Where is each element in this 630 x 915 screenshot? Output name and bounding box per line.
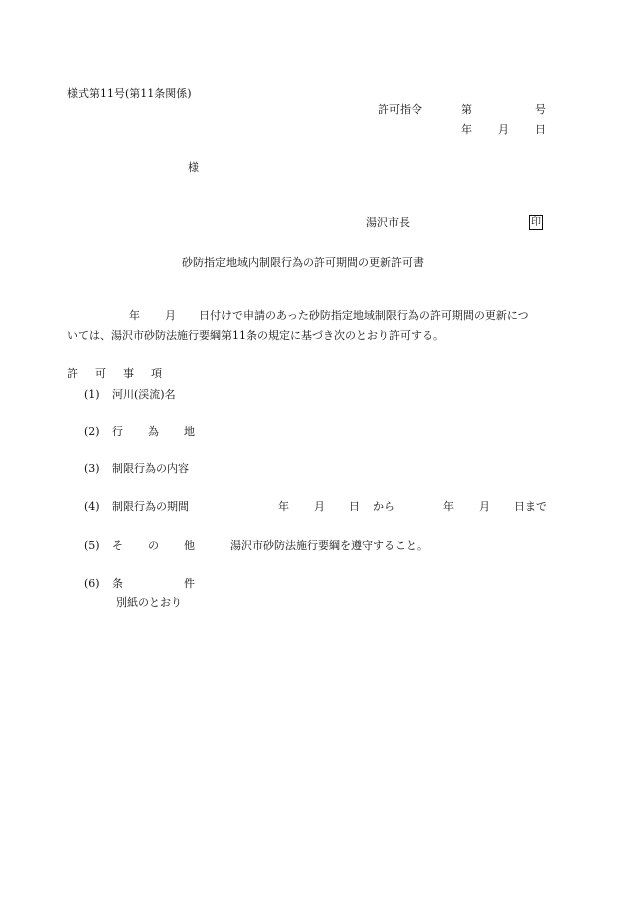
- period-from-year: 年: [278, 500, 289, 513]
- item-label: 制限行為の期間: [112, 500, 189, 513]
- seal-mark: 印: [531, 217, 541, 228]
- item-label: 河川(渓流)名: [112, 388, 176, 401]
- item-number: (3): [84, 462, 100, 475]
- item-number: (5): [84, 539, 100, 552]
- item-label-char: 為: [148, 425, 159, 438]
- period-to-month: 月: [479, 500, 490, 513]
- item-number: (4): [84, 500, 100, 513]
- addressee-honorific: 様: [188, 161, 199, 174]
- permit-number-suffix: 号: [535, 103, 546, 116]
- item-label-char: 件: [184, 577, 195, 590]
- body-line-2: いては、湯沢市砂防法施行要綱第11条の規定に基づき次のとおり許可する。: [67, 329, 444, 342]
- item-number: (1): [84, 388, 100, 401]
- item-label-char: 地: [184, 425, 195, 438]
- body-month: 月: [165, 309, 176, 322]
- form-number-label: 様式第11号(第11条関係): [67, 87, 192, 100]
- item-number: (2): [84, 425, 100, 438]
- heading-char: 許: [67, 367, 78, 380]
- period-to-day: 日まで: [514, 500, 547, 513]
- body-line-1: 日付けで申請のあった砂防指定地域制限行為の許可期間の更新につ: [199, 309, 529, 322]
- item-number: (6): [84, 577, 100, 590]
- item-value: 湯沢市砂防法施行要綱を遵守すること。: [230, 539, 428, 552]
- permit-date-year: 年: [461, 123, 472, 136]
- period-from-day: 日: [349, 500, 360, 513]
- permit-date-day: 日: [535, 123, 546, 136]
- body-year: 年: [129, 309, 140, 322]
- permit-command-label: 許可指令: [378, 103, 422, 116]
- item-value: 別紙のとおり: [116, 596, 182, 609]
- item-label-char: 条: [112, 577, 123, 590]
- issuer-title: 湯沢市長: [366, 216, 410, 229]
- permit-number-prefix: 第: [461, 103, 472, 116]
- item-label-char: 行: [112, 425, 123, 438]
- period-from-word: から: [373, 500, 395, 513]
- permit-date-month: 月: [498, 123, 509, 136]
- item-label: 制限行為の内容: [112, 462, 189, 475]
- document-title: 砂防指定地域内制限行為の許可期間の更新許可書: [182, 256, 424, 269]
- period-from-month: 月: [314, 500, 325, 513]
- item-label-char: 他: [184, 539, 195, 552]
- heading-char: 項: [151, 367, 162, 380]
- heading-char: 事: [123, 367, 134, 380]
- heading-char: 可: [95, 367, 106, 380]
- period-to-year: 年: [443, 500, 454, 513]
- item-label-char: の: [148, 539, 159, 552]
- item-label-char: そ: [112, 539, 123, 552]
